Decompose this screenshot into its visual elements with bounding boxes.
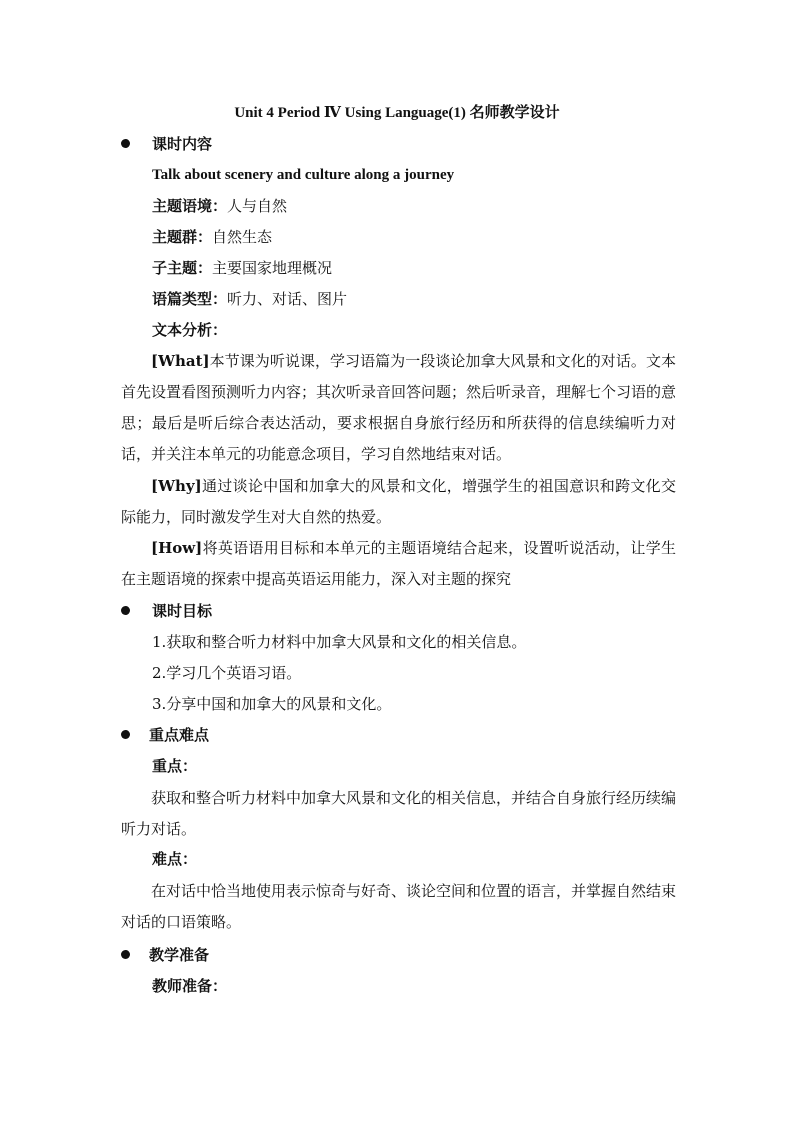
theme-context-label: 主题语境：	[152, 197, 228, 215]
section-heading-key: 重点难点	[149, 726, 210, 744]
key-label: 重点：	[152, 757, 198, 775]
why-text: 通过谈论中国和加拿大的风景和文化，增强学生的祖国意识和跨文化交际能力，同时激发学生对大自然的热爱。	[121, 477, 676, 526]
key-text: 获取和整合听力材料中加拿大风景和文化的相关信息，并结合自身旅行经历续编听力对话。	[121, 789, 677, 838]
why-tag: [Why]	[151, 477, 202, 495]
what-tag: [What]	[151, 352, 210, 370]
section-heading-goals: 课时目标	[152, 602, 213, 620]
theme-context-row	[152, 196, 287, 216]
key-paragraph	[121, 783, 676, 845]
theme-group-label: 主题群：	[152, 228, 213, 246]
what-paragraph	[121, 346, 676, 470]
sub-theme-label: 子主题：	[152, 259, 213, 277]
theme-context-value: 人与自然	[227, 197, 288, 215]
why-paragraph	[121, 471, 676, 533]
how-paragraph	[121, 533, 676, 595]
difficult-paragraph	[121, 876, 676, 938]
bullet-icon	[121, 950, 130, 959]
goal-item: 3.分享中国和加拿大的风景和文化。	[152, 695, 392, 713]
sub-theme-value: 主要国家地理概况	[212, 259, 333, 277]
section-heading-prep: 教学准备	[149, 946, 210, 964]
text-type-label: 语篇类型：	[152, 290, 228, 308]
teacher-prep-label: 教师准备：	[152, 977, 228, 995]
sub-theme-row	[152, 258, 332, 278]
bullet-icon	[121, 730, 130, 739]
document-title: Unit 4 Period Ⅳ Using Language(1) 名师教学设计	[234, 105, 560, 121]
difficult-text: 在对话中恰当地使用表示惊奇与好奇、谈论空间和位置的语言，并掌握自然结束对话的口语策略。	[121, 882, 677, 931]
how-tag: [How]	[151, 539, 203, 557]
theme-group-value: 自然生态	[212, 228, 273, 246]
text-type-value: 听力、对话、图片	[227, 290, 348, 308]
goal-item: 1.获取和整合听力材料中加拿大风景和文化的相关信息。	[152, 633, 527, 651]
goal-item: 2.学习几个英语习语。	[152, 664, 302, 682]
topic-english: Talk about scenery and culture along a journey	[152, 167, 455, 183]
difficult-label: 难点：	[152, 850, 198, 868]
how-text: 将英语语用目标和本单元的主题语境结合起来，设置听说活动，让学生在主题语境的探索中提高英语运用能力，深入对主题的探究	[121, 539, 676, 588]
bullet-icon	[121, 606, 130, 615]
text-type-row	[152, 289, 347, 309]
bullet-icon	[121, 139, 130, 148]
what-text: 本节课为听说课，学习语篇为一段谈论加拿大风景和文化的对话。文本首先设置看图预测听力内容；其次听录音回答问题；然后听录音，理解七个习语的意思；最后是听后综合表达活动，要求根据自身旅行经历和所获得的信息续编听力对话，并关注本单元的功能意念项目，学习自然地结束对话。	[121, 352, 677, 463]
section-heading-content: 课时内容	[152, 135, 213, 153]
analysis-label: 文本分析：	[152, 321, 228, 339]
theme-group-row	[152, 227, 272, 247]
